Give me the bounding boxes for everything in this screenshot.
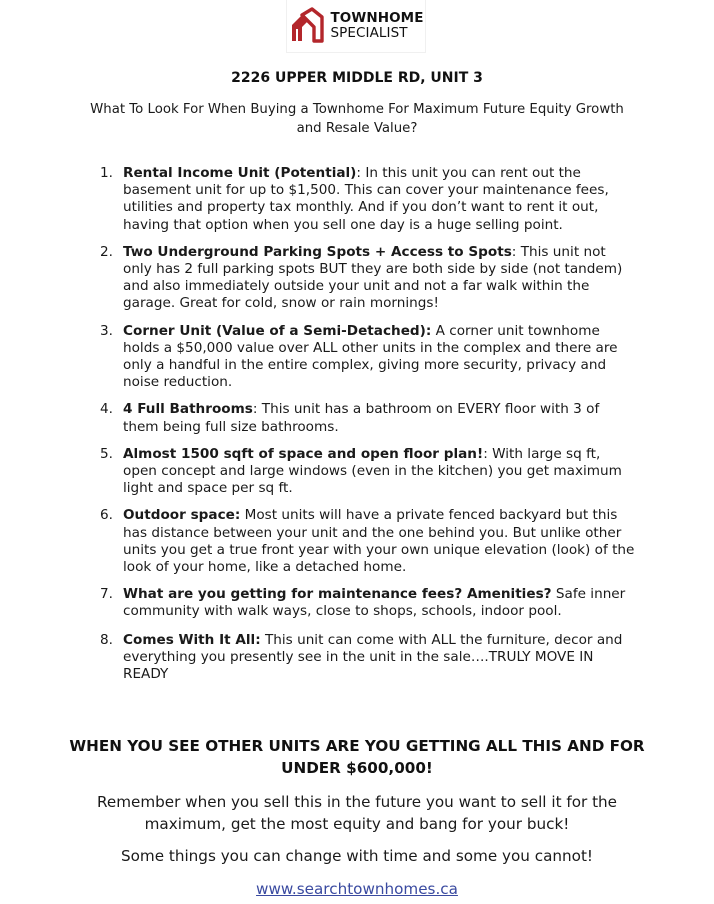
item-number: 8.	[100, 631, 113, 648]
house-logo-icon	[288, 7, 326, 45]
townhome-specialist-logo	[287, 0, 425, 52]
property-address: 2226 UPPER MIDDLE RD, UNIT 3	[231, 70, 483, 86]
item-title: 4 Full Bathrooms	[123, 401, 253, 418]
list-item	[98, 507, 638, 576]
item-title: Rental Income Unit (Potential)	[123, 165, 357, 181]
item-title: Outdoor space:	[123, 507, 241, 524]
item-separator: :	[356, 165, 361, 181]
item-separator: :	[483, 445, 488, 462]
item-number: 3.	[100, 322, 113, 339]
item-number: 2.	[100, 243, 113, 260]
list-item	[98, 244, 638, 313]
item-separator: :	[511, 243, 517, 260]
item-text: Safe inner community with walk ways, close to shops, schools, indoor pool.	[123, 586, 626, 620]
logo-line-1: TOWNHOME	[330, 10, 424, 26]
item-text: This unit can come with ALL the furniture, decor and everything you presently see in the unit in the sale….TRULY MOVE IN READY	[123, 631, 623, 683]
document-subtitle: What To Look For When Buying a Townhome For Maximum Future Equity Growth and Resale Value?	[90, 102, 624, 136]
list-item	[98, 323, 638, 392]
item-number: 5.	[100, 445, 113, 462]
remember-paragraph: Remember when you sell this in the future you want to sell it for the maximum, get the most equity and bang for your buck!	[96, 793, 617, 833]
item-number: 4.	[100, 401, 113, 418]
change-paragraph: Some things you can change with time and some you cannot!	[120, 847, 593, 865]
website-link[interactable]: www.searchtownhomes.ca	[256, 880, 458, 898]
item-title: Comes With It All:	[123, 631, 261, 648]
item-number: 1.	[100, 165, 113, 181]
item-text: With large sq ft, open concept and large windows (even in the kitchen) you get maximum light and space per sq ft.	[123, 445, 622, 497]
item-text: Most units will have a private fenced backyard but this has distance between your unit and the one behind you. But unlike other units you get a true front year with your own unique elevation (look) of the look of your home, like a detached home.	[123, 507, 635, 576]
list-item	[98, 165, 638, 234]
feature-list	[98, 165, 638, 683]
logo-line-2: SPECIALIST	[330, 25, 408, 41]
item-number: 7.	[100, 586, 113, 603]
item-text: This unit has a bathroom on EVERY floor with 3 of them being full size bathrooms.	[123, 401, 600, 435]
list-item	[98, 446, 638, 498]
item-title: Almost 1500 sqft of space and open floor plan!	[123, 445, 484, 462]
item-title: Two Underground Parking Spots + Access to Spots	[123, 243, 512, 260]
item-text: A corner unit townhome holds a $50,000 value over ALL other units in the complex and there are only a handful in the entire complex, giving more security, privacy and noise reduction.	[123, 322, 618, 391]
item-title: Corner Unit (Value of a Semi-Detached):	[123, 322, 432, 339]
item-text: In this unit you can rent out the basement unit for up to $1,500. This can cover your maintenance fees, utilities and property tax monthly. And if you don’t want to rent it out, having that option when you sell one day is a huge selling point.	[123, 165, 609, 233]
closing-headline: WHEN YOU SEE OTHER UNITS ARE YOU GETTING ALL THIS AND FOR UNDER $600,000!	[69, 737, 645, 777]
list-item	[98, 632, 638, 684]
item-text: This unit not only has 2 full parking spots BUT they are both side by side (not tandem) and also immediately outside your unit and not a far walk within the garage. Great for cold, snow or rain mornings!	[123, 243, 623, 312]
list-item	[98, 401, 638, 435]
list-item	[98, 586, 638, 620]
item-number: 6.	[100, 507, 113, 524]
item-separator: :	[252, 401, 258, 418]
item-title: What are you getting for maintenance fees? Amenities?	[123, 586, 552, 603]
